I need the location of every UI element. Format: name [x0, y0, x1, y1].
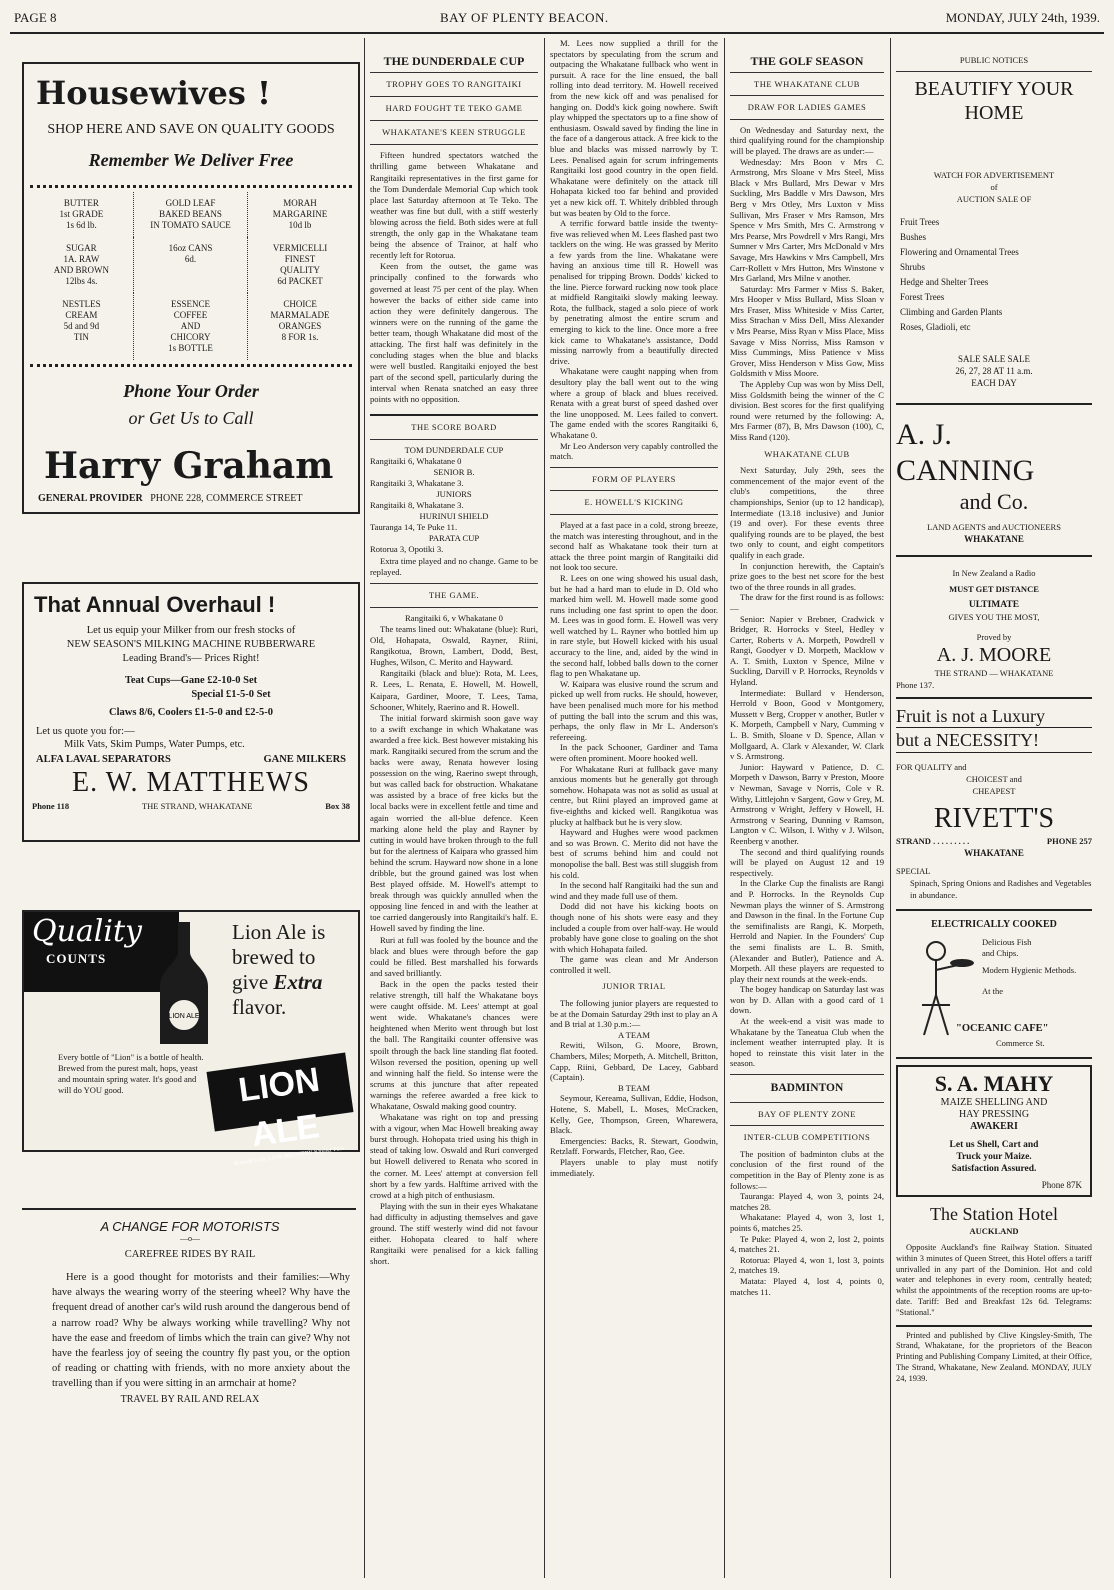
paragraph: Dodd did not have his kicking boots on though none of his shots were easy and they included a couple from over half-way. He would probably have gone close to goaling on the shot with which Hohapata failed.: [550, 901, 718, 954]
column-rule: [544, 38, 545, 1578]
matthews-ad: [22, 582, 360, 842]
ad-line: Milk Vats, Skim Pumps, Water Pumps, etc.: [64, 739, 245, 750]
price-item-line: MORAH: [283, 198, 317, 208]
section-rule: [22, 1208, 356, 1210]
paragraph: Keen from the outset, the game was principally confined to the forwards who governed at least 75 per cent of the play. When however the backs of either side came into action they were definitely dangerous. The winners were on the running of the game the better team, though Whakatane did most of the attacking. The first half was definitely in the concluding stages when the blue and blacks were well bustled. Rangitaiki enjoyed the best part of the second spell, particularly during the interval when Renata snatched an easy three points with no opposition.: [370, 261, 538, 405]
price-item-line: CHICORY: [170, 332, 211, 342]
paragraph: Hayward and Hughes were wood packmen and so was Brown. C. Merito did not have the best of scrums behind him and could not monopolise the ball. Best was still sluggish from his cold.: [550, 827, 718, 880]
paragraph: Next Saturday, July 29th, sees the commencement of the major event of the club's competitions, the three championships, Senior (up to 12 handicap), Intermediate (13.18 inclusive) and Junior (19 and over). For these events three qualifying rounds are to be played, the best two only to count, and eight competitors qualify in each grade.: [730, 465, 884, 560]
price-item-line: 6d PACKET: [277, 276, 323, 286]
mahy-line: Satisfaction Assured.: [951, 1164, 1037, 1174]
score-line: SENIOR B.: [433, 466, 475, 477]
divider: [730, 95, 884, 96]
masthead: [10, 2, 1104, 34]
paragraph: Playing with the sun in their eyes Whakatane had difficulty in adjusting themselves and gave ground. The stiff westerly wind did not favour either. Hohopata cleared to half where Rangitaiki were penalised for a kick falling short.: [370, 1200, 538, 1267]
ad-line: GANE MILKERS: [263, 754, 346, 765]
rivett-line: Fruit is not a Luxury: [896, 705, 1092, 728]
price-item-line: QUALITY: [280, 265, 321, 275]
score-line: TOM DUNDERDALE CUP: [404, 444, 504, 455]
ad-line: Let us quote you for:—: [36, 726, 135, 737]
price-item-line: 6d.: [184, 254, 197, 264]
article-subhead: DRAW FOR LADIES GAMES: [747, 102, 867, 113]
notice-line: of: [990, 182, 998, 192]
mahy-line: HAY PRESSING: [958, 1109, 1030, 1120]
canning-role: LAND AGENTS and AUCTIONEERS: [927, 522, 1061, 532]
ad-line: Claws 8/6, Coolers £1-5-0 and £2-5-0: [109, 707, 273, 718]
paragraph: The bogey handicap on Saturday last was won by D. Allan with a good card of 1 down.: [730, 984, 884, 1016]
divider: [550, 490, 718, 491]
rivett-name: RIVETT'S: [933, 803, 1055, 834]
auction-item: Fruit Trees: [900, 217, 940, 227]
price-item-line: SUGAR: [66, 243, 97, 253]
moore-line: In New Zealand a Radio: [952, 568, 1036, 578]
price-item: [134, 237, 248, 293]
advertiser-name: E. W. MATTHEWS: [72, 767, 310, 798]
score-line: Tauranga 14, Te Puke 11.: [370, 522, 458, 533]
rivett-place: WHAKATANE: [964, 848, 1024, 858]
price-item-line: GOLD LEAF: [165, 198, 216, 208]
paragraph: Whakatane was right on top and pressing with a vigour, when Mac Howell breaking away burst through. Hohopata tried using his thigh in stead of taking low. Oswald and Ruri converged but Howell delivered to Renata who scored in the corner. M. Lees' attempt at conversion fell short by a few yards. Halftime arrived with the crowd at a high pitch of enthusiasm.: [370, 1112, 538, 1200]
notice-line: AUCTION SALE OF: [956, 194, 1032, 204]
ad-line: Special £1-5-0 Set: [191, 689, 271, 700]
price-item-line: MARMALADE: [270, 310, 330, 320]
advertiser-name: Harry Graham: [44, 445, 334, 487]
section-subhead: INTER-CLUB COMPETITIONS: [743, 1132, 871, 1143]
price-item: [248, 237, 352, 293]
quality-script: Quality: [32, 914, 142, 949]
auction-item: Hedge and Shelter Trees: [900, 277, 989, 287]
score-line: HURINUI SHIELD: [419, 511, 489, 522]
cafe-title: ELECTRICALLY COOKED: [931, 919, 1057, 930]
lion-ale-ad: [22, 910, 360, 1168]
divider: [730, 1074, 884, 1075]
paragraph: Played at a fast pace in a cold, strong breeze, the match was interesting throughout, and in the second half as Whakatane took their turn at attack the three point margin of Rangitaiki did not look too secure.: [550, 519, 718, 573]
paragraph: Rangitaiki (black and blue): Rota, M. Lees, R. Lees, L. Renata, E. Howell, M. Howell, Kaipara, Gardiner, Moore, T. Lees, Tama, Schooner, Whitely, Raerino and R. Howell.: [370, 668, 538, 712]
team-list: Seymour, Kereama, Sullivan, Eddie, Hodson, Hotene, S. Mabell, L. Moses, McCracken, Kelly, Gee, Thompson, Green, Wharewera, Black.: [550, 1093, 718, 1136]
section-title: FORM OF PLAYERS: [592, 473, 676, 484]
golf-column: [730, 38, 884, 1584]
moore-address: THE STRAND — WHAKATANE: [934, 668, 1054, 678]
price-item-line: 10d lb: [288, 220, 312, 230]
price-item: [248, 192, 352, 237]
cafe-name: "OCEANIC CAFE": [956, 1023, 1049, 1034]
cafe-street: Commerce St.: [996, 1038, 1045, 1048]
rivett-special: SPECIAL: [896, 866, 931, 876]
moore-name: A. J. MOORE: [936, 644, 1052, 666]
ad-phone: Phone 118: [32, 801, 70, 811]
ad-delivery: Remember We Deliver Free: [88, 150, 294, 170]
canning-co: and Co.: [959, 489, 1029, 514]
mahy-name: S. A. MAHY: [934, 1071, 1054, 1096]
price-item: [134, 293, 248, 360]
divider: [550, 514, 718, 515]
harry-graham-ad: [22, 62, 360, 514]
section-subhead: BAY OF PLENTY ZONE: [757, 1108, 857, 1119]
divider: [370, 607, 538, 608]
page-number: PAGE 8: [14, 10, 57, 25]
ad-phone-order: Phone Your Order: [123, 381, 259, 401]
imprint: Printed and published by Clive Kingsley-Smith, The Strand, Whakatane, for the proprietors of the Beacon Printing and Publishing Company Limited, at their Office, The Strand, Whakatane, New Zealand. MONDAY, JULY 24, 1939.: [896, 1330, 1092, 1383]
price-item-line: CREAM: [65, 310, 98, 320]
divider: [896, 1325, 1092, 1327]
paragraph: Players unable to play must notify immediately.: [550, 1156, 718, 1178]
score-line: JUNIORS: [436, 489, 472, 499]
price-list: [30, 185, 352, 367]
paragraph: The second and third qualifying rounds will be played on August 12 and 19 respectively.: [730, 846, 884, 878]
ad-headline: Housewives !: [36, 74, 272, 112]
paragraph: In the pack Schooner, Gardiner and Tama were often prominent. Moore hooked well.: [550, 742, 718, 763]
paragraph: In conjunction herewith, the Captain's prize goes to the best net score for the best two of the three rounds in all grades.: [730, 560, 884, 592]
rugby-column-continued: [550, 38, 718, 1584]
divider: [370, 96, 538, 97]
notice-headline: BEAUTIFY YOUR HOME: [914, 78, 1074, 124]
divider: [730, 119, 884, 120]
score-line: Rangitaiki 3, Whakatane 3.: [370, 477, 464, 488]
paragraph: In the Clarke Cup the finalists are Rangi and P. Horrocks. In the Reynolds Cup Newman plays the winner of S. Armstrong and Dawson in the final. In the Fortune Cup the semifinalists are Rangi, K. Morpeth, Herrold and Napier. In the Founders' Cup the semi finalists are L. B. Smith, (Alexander and Butler), Patience and A. Morpeth. All these players are requested to play their next rounds at the week-ends.: [730, 878, 884, 984]
paragraph: Fifteen hundred spectators watched the thrilling game between Whakatane and Rangitaiki representatives in the first game for the Tom Dunderdale Memorial Cup which took place last Saturday afternoon at Te Teko. The weather was fine but dull, with a stiff westerly blowing across the field. Both sides were at full strength, the only gap in the Whakatane team being the absence of Trainor, at half who recently left for Rotorua.: [370, 150, 538, 261]
ad-line: Leading Brand's— Prices Right!: [122, 653, 260, 664]
paragraph: Intermediate: Bullard v Henderson, Herrold v Boon, Good v Montgomery, Mussett v Berg, Cropper v another, Butler v K. Morpeth, Campbell v Nary, Cumming v L. B. Smith, Sloane v D. Spence, Allan v Mollgaard, A. Clark v Alexander, W. Clark v S. Armstrong.: [730, 687, 884, 762]
divider: [370, 144, 538, 145]
paragraph: A terrific forward battle inside the twenty-five was relieved when M. Lees flashed past two tacklers on the wing. He was grassed by Merito a few yards from the line. Whakatane were having an anxious time till R. Howell was penalised for tripping Brown. Dodds' kicked to the line. Pierce forward rucking now took place at midfield Rangitaiki slowly making leeway. Rota, the fullback, staged a solo piece of work by penetrating almost the entire scrum and emerging to kick to the line. Once more a free kick came to Whakatane's assistance, Dodd missing narrowly from a beautifully directed drive.: [550, 218, 718, 366]
paragraph: The game was clean and Mr Anderson controlled it well.: [550, 954, 718, 975]
price-item: [248, 293, 352, 360]
price-item-line: TIN: [73, 332, 89, 342]
paragraph: Whakatane were caught napping when from desultory play the ball went out to the wing where a group of black and blues received. Renata with a great burst of speed dashed over the line unopposed. M. Lees failed to convert. The game ended with the scores Rangitaiki 6, Whakatane 0.: [550, 366, 718, 440]
auction-item: Bushes: [900, 232, 927, 242]
moore-line: ULTIMATE: [968, 600, 1020, 610]
beer-bottle-icon: [154, 920, 214, 1050]
article-headline: A CHANGE FOR MOTORISTS: [100, 1219, 280, 1234]
divider: [370, 414, 538, 416]
hotel-name: The Station Hotel: [930, 1204, 1058, 1224]
ad-line: ALFA LAVAL SEPARATORS: [36, 754, 171, 765]
divider: [896, 555, 1092, 557]
rivett-phone: PHONE 257: [1046, 836, 1092, 846]
paragraph: Mr Leo Anderson very capably controlled the match.: [550, 440, 718, 462]
lion-ale-logo: LION ALE: [236, 1060, 322, 1155]
price-item-line: IN TOMATO SAUCE: [150, 220, 231, 230]
article-footer: TRAVEL BY RAIL AND RELAX: [120, 1393, 260, 1405]
bottle-label: LION ALE: [168, 1013, 200, 1020]
ad-headline: That Annual Overhaul !: [34, 592, 276, 617]
divider: [730, 1102, 884, 1103]
paragraph: The initial forward skirmish soon gave way to a swift exchange in which Whakatane was awarded a free kick. Best however mistaking his mark. Rangitaiki secured from the scrum and the backs were away, Renata however losing possession on the wing, Raerino swept through, but was called back for obstruction. Whakatane was assisted by a brace of free kicks but the local backs were in excellent fettle and time and again worried the all-blue defence. Keen marking alone held the play and Rayner by cutting in would have broken through to the full but for the alertness of Kaipara who grassed him behind the scrum. Hayward now shone in a lone dribble, but the ground gained was lost when Best played offside. M. Howell's attempt to break through was quickly annulled when the opposing line fenced in and with the leather at toe carried dangerously into Rangitaiki's half. E. Howell saved by finding the line.: [370, 712, 539, 934]
score-line: Rangitaiki 8, Whakatane 3.: [370, 500, 464, 511]
price-item-line: 8 FOR 1s.: [281, 332, 319, 342]
price-item: [134, 192, 248, 237]
ad-box: Box 38: [325, 801, 350, 811]
ad-flavor: flavor.: [232, 995, 287, 1019]
paragraph: Rotorua: Played 4, won 1, lost 3, points 2, matches 19.: [730, 1254, 884, 1276]
canning-place: WHAKATANE: [964, 534, 1024, 544]
paragraph: The following junior players are requested to be at the Domain Saturday 29th inst to play an A and B trial at 1.30 p.m.:—: [550, 998, 718, 1030]
mahy-line: Let us Shell, Cart and: [949, 1140, 1039, 1150]
price-item-line: CHOICE: [283, 299, 317, 309]
column-rule: [724, 38, 725, 1578]
paragraph: For Whakatane Ruri at fullback gave many anxious moments but he generally got through somehow. Hohapata was not as solid as usual at centre, but Riini played an improved game at five-eighths and kicked well. Rangikotua was plucky at halfback but he is very slow.: [550, 763, 718, 827]
hotel-city: AUCKLAND: [969, 1226, 1019, 1236]
moore-line: Proved by: [976, 632, 1012, 642]
price-item-line: FINEST: [284, 254, 316, 264]
rivett-line: CHOICEST and: [966, 774, 1022, 784]
divider: [896, 1057, 1092, 1059]
paragraph: Senior: Napier v Brebner, Cradwick v Bridger, R. Horrocks v Steel, Hedley v Carter, Roberts v A. Morpeth, Powdrell v Rangi, Goodyer v D. Morpeth, Macklow v A. T. Smith, Luxton v Spence, Milne v Suckling, Darvill v P. Horrocks, Reynolds v Hyland.: [730, 613, 884, 688]
team-heading: A TEAM: [617, 1029, 651, 1040]
ad-line: Teat Cups—Gane £2-10-0 Set: [124, 675, 258, 686]
section-title: THE GAME.: [428, 589, 480, 600]
ad-call: or Get Us to Call: [128, 408, 254, 428]
divider: [730, 72, 884, 73]
article-subhead: TROPHY GOES TO RANGITAIKI: [386, 79, 522, 90]
paragraph: Saturday: Mrs Farmer v Miss S. Baker, Mrs Hooper v Miss Bullard, Miss Sloan v Mrs Fraser, Miss Whiteside v Miss Carter, Miss Strachan v Miss Dell, Miss Alexander v Mrs Pearse, Miss Ryan v Miss Place, Miss Savage v Miss Norriss, Miss Ramson v Miss Cummings, Miss Patience v Miss Grover, Miss Henderson v Miss Gow, Miss Goldsmith v Miss Moore.: [730, 283, 884, 379]
price-item-line: NESTLES: [62, 299, 101, 309]
rivett-offer: Spinach, Spring Onions and Radishes and Vegetables in abundance.: [910, 878, 1092, 900]
issue-date: MONDAY, JULY 24th, 1939.: [945, 10, 1100, 25]
ad-line: Let us equip your Milker from our fresh stocks of: [86, 625, 296, 636]
auction-item: Flowering and Ornamental Trees: [900, 247, 1019, 257]
price-item-line: ESSENCE: [170, 299, 210, 309]
score-line: Extra time played and no change. Game to be replayed.: [370, 555, 538, 577]
rugby-column: [370, 38, 538, 1584]
divider: [370, 439, 538, 440]
price-item-line: 1s 6d lb.: [66, 220, 97, 230]
scoreboard-title: THE SCORE BOARD: [411, 421, 497, 432]
paragraph: Tauranga: Played 4, won 3, points 24, matches 28.: [730, 1191, 884, 1212]
paragraph: R. Lees on one wing showed his usual dash, but he had a hard man to elude in D. Old who marked him well. M. Howell made some good runs including one fast sprint to open the door. M. Lees was in good form. E. Howell was very well watched by L. Rayner who bottled him up in rare style, but Howell kicked with his usual accuracy to the line, and, aided by the wind in the second half, lobbed balls down to the corner flag to pen Whakatane up.: [550, 572, 718, 679]
auction-item: Climbing and Garden Plants: [900, 307, 1003, 317]
sale-line: SALE SALE SALE: [958, 354, 1030, 364]
team-list: Rewiti, Wilson, G. Moore, Brown, Chambers, Miles; Morpeth, A. Mitchell, Britton, Capp, Riini, Gebbard, De Lacey, Gabbard (Captain).: [550, 1040, 718, 1083]
cafe-line: Delicious Fish: [982, 937, 1032, 947]
price-item-line: BUTTER: [63, 198, 99, 208]
divider: [370, 72, 538, 73]
brewery-line: Brewed at the LION BREWERY Khyber Pass: [233, 1145, 345, 1168]
price-item-line: BAKED BEANS: [159, 209, 222, 219]
paragraph: The Appleby Cup was won by Miss Dell, Miss Goldsmith being the winner of the C division. Best scores for the first qualifying round were returned by the following: A, Mrs Farmer (87), B, Mrs Dawson (100), C, Miss Rand (120).: [730, 379, 884, 442]
rivett-line: but a NECESSITY!: [896, 728, 1092, 753]
ad-copy: Every bottle of "Lion" is a bottle of health. Brewed from the purest malt, hops, yeast and mountain spring water. It's good and will do YOU good.: [58, 1052, 204, 1095]
price-item-line: 5d and 9d: [63, 321, 100, 331]
advertiser-role: GENERAL PROVIDER: [38, 493, 143, 504]
mahy-place: AWAKERI: [970, 1121, 1018, 1132]
article-subhead: HARD FOUGHT TE TEKO GAME: [385, 103, 523, 114]
sale-dates: 26, 27, 28 AT 11 a.m.: [955, 366, 1033, 376]
moore-phone: Phone 137.: [896, 680, 935, 690]
price-item: [30, 192, 134, 237]
paragraph: Junior: Hayward v Patience, D. C. Morpeth v Dawson, Barry v Preston, Moore v Newman, Savage v Norris, Cole v R. Withy, Littlejohn v Sargent, Gow v Grey, M. Armstrong v Wright, Jeffery v Howell, H. Armstrong v Searing, Dunning v Ramson, Langton v C. Wilson, I. Withy v J. Wilson, Reenberg v another.: [730, 761, 884, 846]
price-item-line: COFFEE: [173, 310, 208, 320]
price-item-line: 16oz CANS: [168, 243, 213, 253]
column-rule: [890, 38, 891, 1578]
paragraph: W. Kaipara was elusive round the scrum and picked up well from rucks. He should, however, have been penalised much more for his method of putting the ball into the scrum and this was, perhaps, the only flaw in Mr L. Anderson's refereeing.: [550, 678, 718, 742]
divider: [370, 120, 538, 121]
ad-address: THE STRAND, WHAKATANE: [141, 801, 253, 811]
paragraph: The draw for the first round is as follows:—: [730, 592, 884, 613]
price-item: [30, 293, 134, 360]
cafe-line: Modern Hygienic Methods.: [982, 965, 1077, 975]
paragraph: Wednesday: Mrs Boon v Mrs C. Armstrong, Mrs Sloane v Mrs Steel, Miss Black v Mrs Bullard, Mrs Dewar v Mrs Suckling, Mrs Baddle v Mrs Dawson, Mrs Berg v Mrs Otley, Mrs Luxton v Miss Sullivan, Mrs Fraser v Mrs Ramson, Mrs Spence v Mrs Smith, Mrs C. Armstrong v Mrs Pearse, Mrs Powdrell v Mrs Rangi, Mrs Sumner v Mrs Carter, Mrs McDonald v Mrs Savage, Mrs Hawkins v Mrs Campbell, Mrs Carr-Rollett v Mrs Hutton, Mrs Winstone v Mrs Garland, Mrs Milne v another.: [730, 156, 884, 284]
divider: [550, 467, 718, 468]
ad-extra: Extra: [273, 970, 323, 994]
paragraph: M. Lees now supplied a thrill for the spectators by speculating from the scrum and outpacing the Whakatane fullback who went in pursuit. A race for the line ensued, the ball rolling into dead territory. M. Howell received from the new kick off and was penalised for hanging on. Dodd's kick going nowhere. Swift play whipped the spectators up to a fine show of enthusiasm. Oswald saved by finding the line in the face of a dangerous attack. A free kick to the blue and blacks was missed narrowly by T. Lees. Penalised again for scrum infringements Rangitaiki lost good country in the open field. Whakatane were definitely on the attack till Hohapata kicked too far behind and provided yet a new kick off. T. Whitely dribbled through but was beaten by Old to the force.: [550, 38, 718, 218]
paragraph: Ruri at full was fooled by the bounce and the black and blues were through before the gap could be filled. Best marshalled his forwards and saved brilliantly.: [370, 934, 538, 978]
paper-name: BAY OF PLENTY BEACON.: [440, 10, 609, 25]
ad-tagline: Lion Ale is brewed to give: [232, 920, 326, 994]
rivett-line: CHEAPEST: [972, 786, 1016, 796]
price-item-line: AND BROWN: [53, 265, 110, 275]
paragraph: Matata: Played 4, lost 4, points 0, matches 11.: [730, 1275, 884, 1297]
paragraph: Te Puke: Played 4, won 2, lost 2, points 4, matches 21.: [730, 1233, 884, 1255]
price-item-line: VERMICELLI: [272, 243, 328, 253]
divider: [896, 909, 1092, 911]
cafe-line: and Chips.: [982, 948, 1019, 958]
notices-header: PUBLIC NOTICES: [959, 55, 1029, 65]
score-line: PARATA CUP: [428, 533, 480, 544]
paragraph: The position of badminton clubs at the conclusion of the first round of the competition in the Bay of Plenty zone is as follows:—: [730, 1148, 884, 1191]
auction-item: Forest Trees: [900, 292, 945, 302]
paragraph: The teams lined out: Whakatane (blue): Ruri, Old, Hohapata, Oswald, Rayner, Riini, Rangikotua, Brown, Lambert, Dodd, Best, Hughes, Wilson, C. Merito and Hayward.: [370, 623, 538, 668]
price-item-line: AND: [180, 321, 201, 331]
price-item-line: 12lbs 4s.: [65, 276, 98, 286]
article-body: Here is a good thought for motorists and their families:—Why have always the wearing worry of the steering wheel? Why have the frequent dread of another car's wild rush around the dangerous bend of a narrow road? Why be always working while travelling? Why not have the ease and freedom of limbs which the train can give? Why not have the fearless joy of seeing the country fly past you, or the option of reading or chatting with friends, with no more anxiety about the travelling than if you were sitting in an armchair at home?: [52, 1272, 350, 1390]
article-subhead: CAREFREE RIDES BY RAIL: [124, 1249, 256, 1260]
divider: [896, 697, 1092, 699]
divider: —o—: [180, 1234, 200, 1243]
price-item: [30, 237, 134, 293]
notice-line: WATCH FOR ADVERTISEMENT: [933, 170, 1055, 180]
divider: [730, 1125, 884, 1126]
sale-each: EACH DAY: [971, 378, 1017, 388]
paragraph: Whakatane: Played 4, won 3, lost 1, points 6, matches 25.: [730, 1212, 884, 1233]
score-line: Rangitaiki 6, Whakatane 0: [370, 455, 462, 466]
final-score: Rangitaiki 6, v Whakatane 0: [405, 612, 503, 623]
column-rule: [364, 38, 365, 1578]
section-title: WHAKATANE CLUB: [764, 448, 850, 459]
paragraph: Emergencies: Backs, R. Stewart, Goodwin, Retzlaff. Forwards, Fletcher, Rao, Gee.: [550, 1135, 718, 1157]
mahy-line: Truck your Maize.: [956, 1152, 1032, 1162]
article-headline: THE GOLF SEASON: [750, 54, 864, 68]
moore-line: GIVES YOU THE MOST,: [948, 612, 1040, 622]
canning-name: A. J. CANNING: [896, 418, 1035, 487]
notices-column: [896, 38, 1092, 1586]
section-headline: BADMINTON: [770, 1082, 844, 1095]
moore-line: MUST GET DISTANCE: [949, 584, 1039, 594]
section-subhead: E. HOWELL'S KICKING: [584, 497, 684, 508]
ad-line: NEW SEASON'S MILKING MACHINE RUBBERWARE: [66, 639, 316, 650]
divider: [896, 71, 1092, 72]
divider: [896, 403, 1092, 405]
article-headline: THE DUNDERDALE CUP: [383, 54, 525, 68]
auction-item: Shrubs: [900, 262, 926, 272]
paragraph: In the second half Rangitaiki had the sun and wind and they made full use of them.: [550, 880, 718, 901]
price-item-line: 1st GRADE: [59, 209, 104, 219]
mahy-ad: [896, 1065, 1092, 1197]
rivett-line: FOR QUALITY and: [896, 762, 967, 772]
section-title: JUNIOR TRIAL: [602, 981, 666, 992]
ad-tagline: SHOP HERE AND SAVE ON QUALITY GOODS: [47, 122, 335, 137]
price-item-line: ORANGES: [278, 321, 322, 331]
paragraph: Back in the open the packs tested their relative strength, till half the Whakatane boys were caught offside. M. Lees' attempt at goal went wide. Whakatane's chances were heightened when Merito went through but lost the ball. The Rangitaiki counter offensive was spoilt through the back line standing flat footed. Wilson reversed the position, opening up well and winning half the field. So intense were the scrums at this juncture that after repeated warnings the referee awarded a free kick to Whakatane, Oswald making good country.: [370, 978, 538, 1111]
price-item-line: 1A. RAW: [63, 254, 100, 264]
advertiser-contact: PHONE 228, COMMERCE STREET: [150, 493, 303, 504]
score-line: Rotorua 3, Opotiki 3.: [370, 544, 444, 555]
hotel-body: Opposite Auckland's fine Railway Station. Situated within 3 minutes of Queen Street, this Hotel offers a tariff unrivalled in any part of the Dominion. Hot and cold water and telephones in every room, centrally heated; whilst the appointments of the reception rooms are up-to-date. Tariff: Bed and Breakfast 12s 6d. Telegrams: "Stational.": [896, 1243, 1092, 1317]
mahy-phone: Phone 87K: [1041, 1180, 1082, 1190]
paragraph: At the week-end a visit was made to Whakatane by the Taneatua Club when the inclement weather interrupted play. It is hoped to reinstate this visit later in the season.: [730, 1016, 884, 1069]
team-heading: B TEAM: [617, 1082, 651, 1093]
price-item-line: MARGARINE: [272, 209, 328, 219]
counts-text: COUNTS: [46, 951, 107, 966]
rivett-strand: STRAND . . . . . . . . .: [896, 836, 970, 846]
article-subhead: WHAKATANE'S KEEN STRUGGLE: [382, 127, 526, 138]
paragraph: On Wednesday and Saturday next, the third qualifying round for the championship will be played. The draws are as under:—: [730, 124, 884, 156]
auction-item: Roses, Gladioli, etc: [900, 322, 971, 332]
cafe-line: At the: [982, 986, 1004, 996]
motorists-article: [30, 1215, 350, 1405]
mahy-line: MAIZE SHELLING AND: [940, 1097, 1048, 1108]
price-item-line: 1s BOTTLE: [168, 343, 213, 353]
article-subhead: THE WHAKATANE CLUB: [754, 78, 860, 89]
divider: [370, 583, 538, 584]
